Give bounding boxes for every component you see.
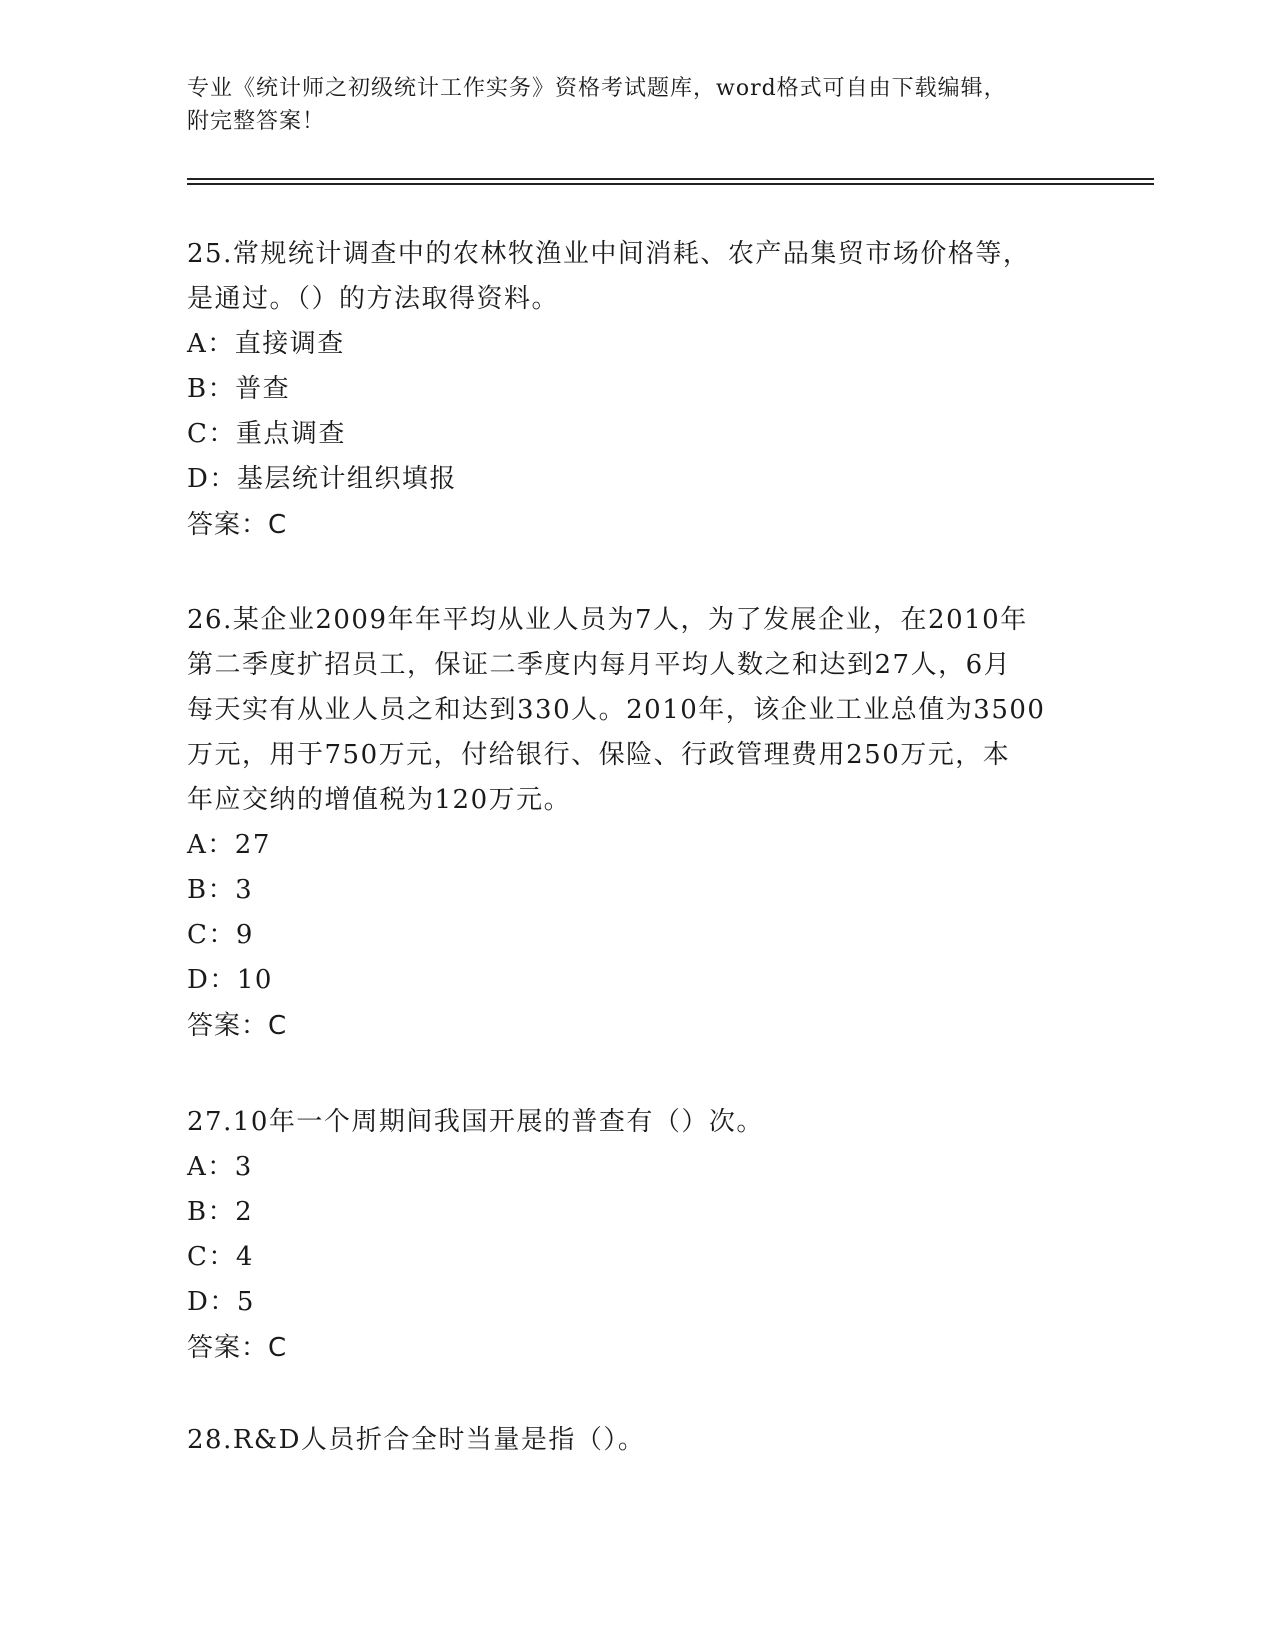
option-c: C：重点调查 bbox=[187, 419, 346, 449]
answer-line: 答案：C bbox=[187, 1333, 288, 1363]
option-d: D：基层统计组织填报 bbox=[187, 464, 457, 494]
question-stem-line: 每天实有从业人员之和达到330人。2010年，该企业工业总值为3500 bbox=[187, 695, 1046, 725]
option-b: B：2 bbox=[187, 1197, 254, 1227]
question-25 bbox=[187, 232, 1087, 548]
question-stem-line: 26.某企业2009年年平均从业人员为7人，为了发展企业，在2010年 bbox=[187, 605, 1028, 635]
option-d: D：10 bbox=[187, 965, 273, 995]
question-stem-line: 28.R&D人员折合全时当量是指（）。 bbox=[187, 1425, 646, 1455]
option-c: C：9 bbox=[187, 920, 254, 950]
option-c: C：4 bbox=[187, 1242, 254, 1272]
question-stem-line: 25.常规统计调查中的农林牧渔业中间消耗、农产品集贸市场价格等， bbox=[187, 239, 1031, 269]
header-divider-bottom bbox=[187, 183, 1154, 185]
header-divider-top bbox=[187, 178, 1154, 180]
question-28 bbox=[187, 1418, 1087, 1463]
question-stem-line: 万元，用于750万元，付给银行、保险、行政管理费用250万元，本 bbox=[187, 740, 1011, 770]
question-26 bbox=[187, 598, 1087, 1049]
question-27 bbox=[187, 1100, 1087, 1371]
option-a: A：直接调查 bbox=[187, 329, 345, 359]
question-stem-line: 是通过。（）的方法取得资料。 bbox=[187, 284, 560, 314]
question-stem-line: 年应交纳的增值税为120万元。 bbox=[187, 785, 572, 815]
header-line-2: 附完整答案！ bbox=[187, 109, 326, 134]
page-header bbox=[187, 72, 1087, 138]
option-a: A：27 bbox=[187, 830, 271, 860]
question-stem-line: 第二季度扩招员工，保证二季度内每月平均人数之和达到27人，6月 bbox=[187, 650, 1012, 680]
header-line-1: 专业《统计师之初级统计工作实务》资格考试题库，word格式可自由下载编辑， bbox=[187, 76, 1007, 101]
option-a: A：3 bbox=[187, 1152, 253, 1182]
option-b: B：普查 bbox=[187, 374, 291, 404]
answer-line: 答案：C bbox=[187, 510, 288, 540]
question-stem-line: 27.10年一个周期间我国开展的普查有（）次。 bbox=[187, 1107, 764, 1137]
option-d: D：5 bbox=[187, 1287, 255, 1317]
answer-line: 答案：C bbox=[187, 1011, 288, 1041]
option-b: B：3 bbox=[187, 875, 254, 905]
